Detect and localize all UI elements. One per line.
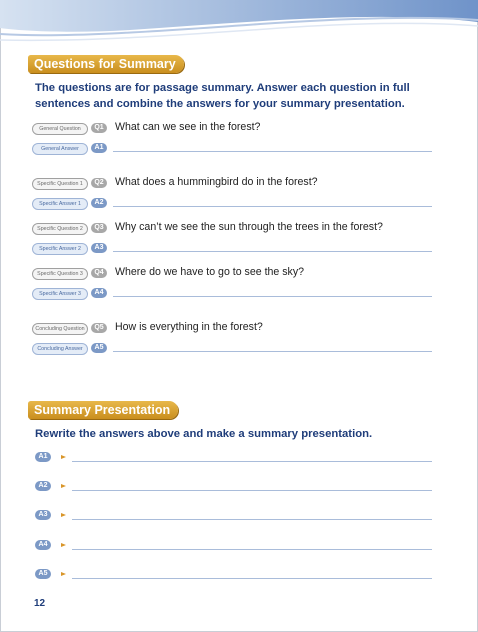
answer-line[interactable] — [113, 351, 432, 352]
question-number: Q3 — [91, 223, 107, 233]
question-text: What can we see in the forest? — [115, 121, 261, 133]
arrow-right-icon — [61, 484, 66, 488]
answer-tag: Specific Answer 2 — [32, 243, 88, 255]
presentation-answer-number: A2 — [35, 481, 51, 491]
answer-number: A1 — [91, 143, 107, 153]
answer-line[interactable] — [113, 206, 432, 207]
arrow-right-icon — [61, 543, 66, 547]
answer-tag: Concluding Answer — [32, 343, 88, 355]
presentation-write-line[interactable] — [72, 519, 432, 520]
arrow-right-icon — [61, 513, 66, 517]
presentation-write-line[interactable] — [72, 461, 432, 462]
answer-tag: General Answer — [32, 143, 88, 155]
question-number: Q5 — [91, 323, 107, 333]
presentation-write-line[interactable] — [72, 549, 432, 550]
question-text: How is everything in the forest? — [115, 321, 263, 333]
question-tag: Specific Question 3 — [32, 268, 88, 280]
questions-summary-heading: Questions for Summary — [28, 55, 184, 73]
presentation-answer-number: A5 — [35, 569, 51, 579]
presentation-write-line[interactable] — [72, 578, 432, 579]
question-tag: Specific Question 1 — [32, 178, 88, 190]
question-tag: Specific Question 2 — [32, 223, 88, 235]
question-text: What does a hummingbird do in the forest? — [115, 176, 318, 188]
presentation-answer-number: A4 — [35, 540, 51, 550]
answer-number: A4 — [91, 288, 107, 298]
arrow-right-icon — [61, 455, 66, 459]
answer-number: A3 — [91, 243, 107, 253]
question-tag: Concluding Question — [32, 323, 88, 335]
answer-line[interactable] — [113, 296, 432, 297]
presentation-instruction: Rewrite the answers above and make a summary presentation. — [35, 428, 373, 440]
answer-line[interactable] — [113, 251, 432, 252]
arrow-right-icon — [61, 572, 66, 576]
questions-instruction: The questions are for passage summary. Answer each question in full sentences and combine the answers for your summary presentation. — [35, 82, 410, 110]
question-number: Q1 — [91, 123, 107, 133]
summary-presentation-heading: Summary Presentation — [28, 401, 178, 419]
question-tag: General Question — [32, 123, 88, 135]
answer-tag: Specific Answer 3 — [32, 288, 88, 300]
answer-tag: Specific Answer 1 — [32, 198, 88, 210]
question-number: Q2 — [91, 178, 107, 188]
answer-number: A2 — [91, 198, 107, 208]
answer-line[interactable] — [113, 151, 432, 152]
question-text: Why can’t we see the sun through the trees in the forest? — [115, 221, 383, 233]
answer-number: A5 — [91, 343, 107, 353]
presentation-answer-number: A1 — [35, 452, 51, 462]
presentation-write-line[interactable] — [72, 490, 432, 491]
header-wave-banner — [0, 0, 478, 48]
page-number: 12 — [34, 598, 46, 609]
question-number: Q4 — [91, 268, 107, 278]
question-text: Where do we have to go to see the sky? — [115, 266, 305, 278]
presentation-answer-number: A3 — [35, 510, 51, 520]
